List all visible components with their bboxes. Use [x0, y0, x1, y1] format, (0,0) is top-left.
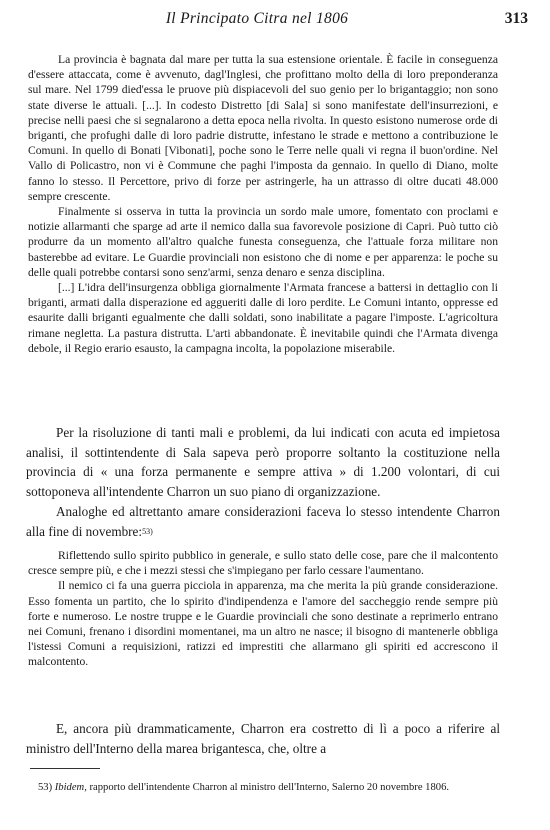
block-quote-1	[28, 52, 498, 356]
running-head	[26, 10, 528, 32]
quote1-paragraph-2: Finalmente si osserva in tutta la provincia un sordo male umore, fomentato con proclami e notizie allarmanti che sparge ad arte il nemico dalla sua favorevole posizione di Capri. Può tutto ciò produrre da un momento all'altro qualche funesta conseguenza, che l'attuale forza militare non basterebbe ad evitare. Le Guardie provinciali non esistono che di nome e per apparenza: le poche su delle quali potrebbe contarsi sono senz'armi, senza denaro e senza disciplina.	[28, 205, 498, 279]
quote1-paragraph-1: La provincia è bagnata dal mare per tutta la sua estensione orientale. È facile in conseguenza d'essere attaccata, come è avvenuto, dagl'Inglesi, che profittano molto della di loro preponderanza sul mare. Nel 1799 died'essa le pruove più dispiacevoli del suo genio per lo brigantaggio; non sono state diverse le attuali. [...]. In codesto Distretto [di Sala] si sono manifestate dell'insurrezioni, e precise nelli paesi che si segnalarono a detta epoca nella rivolta. In questo esistono numerose orde di briganti, che profughi dalle di loro padrie distrutte, infestano le strade e mettono a contribuzione le Comuni. In quello di Bonati [Vibonati], poche sono le Terre nelle quali vi regna il buon'ordine. Nel Vallo di Policastro, non vi è Commune che paghi l'imposta da gennaio. In quello di Diano, molte fanno lo stesso. Il Percettore, privo di forze per astringerle, ha un attrasso di oltre ducati 48.000 sempre crescente.	[28, 53, 498, 203]
body1-paragraph-1: Per la risoluzione di tanti mali e problemi, da lui indicati con acuta ed impietosa analisi, il sottintendente di Sala sapeva però proporre soltanto la costituzione nella provincia di « una forza permanente e sempre attiva » di 1.200 volontari, di cui sottoponeva all'intendente Charron un suo piano di organizzazione.	[26, 425, 500, 500]
footnote-reference[interactable]: 53)	[142, 526, 153, 536]
body-text-1	[26, 423, 500, 541]
body-text-2	[26, 719, 500, 758]
running-head-title: Il Principato Citra nel 1806	[165, 10, 349, 27]
footnote-rule	[30, 768, 100, 769]
block-quote-2	[28, 548, 498, 670]
body2-paragraph-1: E, ancora più drammaticamente, Charron era costretto di lì a poco a riferire al ministro dell'Interno della marea brigantesca, che, oltre a	[26, 721, 500, 756]
footnote	[30, 780, 500, 795]
footnote-source: Ibidem,	[54, 782, 87, 793]
body1-paragraph-2-text: Analoghe ed altrettanto amare considerazioni faceva lo stesso intendente Charron alla fine di novembre:	[26, 503, 500, 539]
footnote-text: rapporto dell'intendente Charron al ministro dell'Interno, Salerno 20 novembre 1806.	[89, 782, 450, 793]
page-number: 313	[504, 10, 528, 27]
footnote-marker: 53)	[38, 782, 53, 793]
quote1-paragraph-3: [...] L'idra dell'insurgenza obbliga giornalmente l'Armata francese a battersi in dettaglio con li briganti, armati dalla disperazione ed aggueriti dalle di loro perdite. Le Comuni intanto, oppresse ed esaurite dalli briganti egualmente che dalli soldati, sono inabilitate a pagare l'imposte. L'agricoltura rimane negletta. La pastura distrutta. L'arti abbandonate. È inevitabile quindi che l'Armata divenga debole, il Regio erario esausto, la campagna incolta, la popolazione miserabile.	[28, 281, 498, 355]
quote2-paragraph-1: Riflettendo sullo spirito pubblico in generale, e sullo stato delle cose, pare che il malcontento cresce sempre più, e che i mezzi stessi che s'impiegano per farlo cessare l'aumentano.	[28, 549, 498, 578]
quote2-paragraph-2: Il nemico ci fa una guerra picciola in apparenza, ma che merita la più grande considerazione. Esso fomenta un partito, che lo spirito d'indipendenza e l'amore del saccheggio rende sempre più forte e numeroso. Le nostre truppe e le Guardie provinciali che sono destinate a reprimerlo entrano nei Comuni, frenano i disordini momentanei, ma un altro ne nasce; il bisogno di mantenerle obbliga l'istessi Comuni a requisizioni, ratizzi ed imprestiti che allarmano gli spiriti ed accrescono il malcontento.	[28, 579, 498, 669]
body1-paragraph-2	[26, 502, 500, 541]
